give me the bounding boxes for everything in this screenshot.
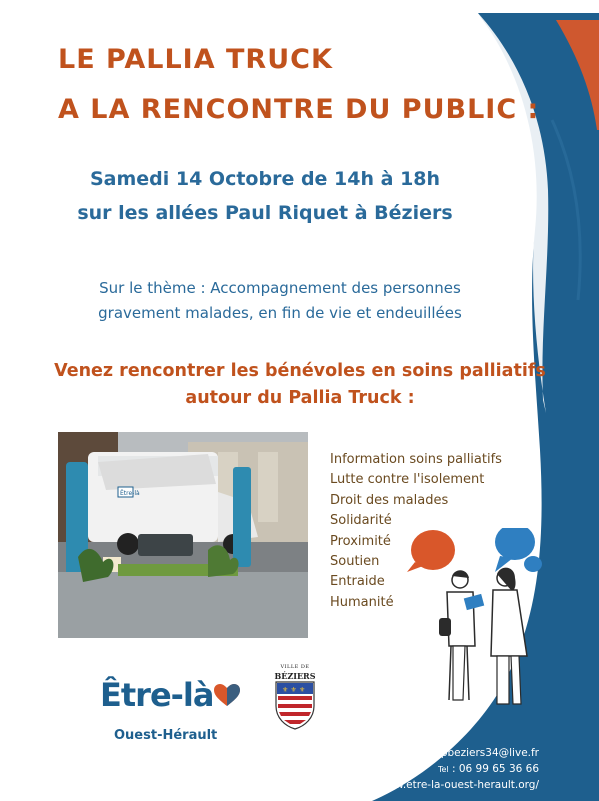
headline-line-2: A LA RENCONTRE DU PUBLIC : [58, 94, 540, 125]
topic-item: Proximité [330, 533, 391, 549]
theme-line-2: gravement malades, en fin de vie et endeuillées [98, 304, 462, 322]
invite-line-2: autour du Pallia Truck : [185, 388, 415, 408]
invite-line-1: Venez rencontrer les bénévoles en soins palliatifs [54, 361, 546, 381]
contact-website[interactable]: https://www.etre-la-ouest-herault.org/ [340, 779, 539, 791]
phone-number: : 06 99 65 36 66 [451, 763, 539, 775]
contact-email[interactable]: Adresse mail : aspbeziers34@live.fr [351, 747, 539, 759]
seal-name-text: BÉZIERS [274, 671, 316, 681]
etre-la-subtitle: Ouest-Hérault [114, 728, 218, 743]
svg-text:⚜ ⚜ ⚜: ⚜ ⚜ ⚜ [282, 686, 306, 694]
phone-label: Tel [437, 765, 449, 774]
topic-item: Lutte contre l'isolement [330, 472, 485, 488]
truck-logo-text: Être-là [120, 490, 140, 497]
theme-text [0, 276, 560, 326]
theme-line-1: Sur le thème : Accompagnement des personnes [99, 279, 461, 297]
topic-item: Entraide [330, 574, 385, 590]
headline-line-1: LE PALLIA TRUCK [58, 44, 333, 75]
truck-photo-illustration [58, 432, 308, 638]
topic-item: Humanité [330, 594, 394, 610]
topic-item: Soutien [330, 553, 380, 569]
etre-la-logo-text: Être-là [100, 676, 214, 714]
topic-item: Solidarité [330, 513, 392, 529]
topic-item: Droit des malades [330, 492, 449, 508]
event-place: sur les allées Paul Riquet à Béziers [77, 202, 453, 224]
etre-la-logo [100, 676, 240, 716]
heart-icon [214, 678, 240, 716]
topic-item: Information soins palliatifs [330, 452, 502, 467]
contact-phone[interactable] [279, 763, 539, 775]
seal-top-text: VILLE DE [280, 664, 310, 670]
event-date: Samedi 14 Octobre de 14h à 18h [89, 168, 441, 190]
people-illustration [405, 528, 555, 710]
truck-photo [58, 432, 308, 638]
invite-text [0, 358, 599, 412]
